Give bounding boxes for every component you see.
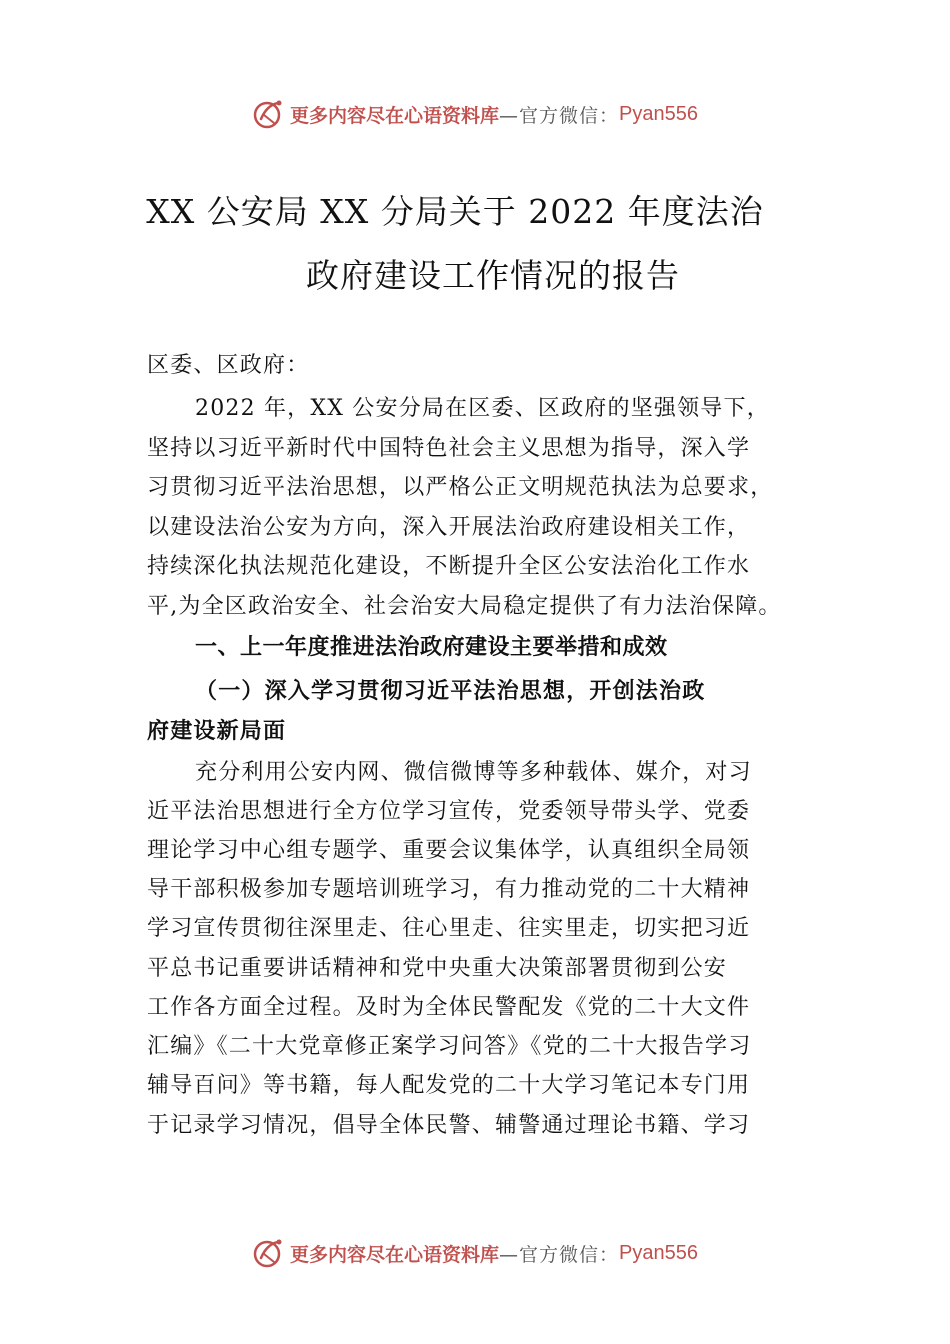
paragraph-line: 平总书记重要讲话精神和党中央重大决策部署贯彻到公安 — [147, 956, 728, 981]
document-title-line-1: XX 公安局 XX 分局关于 2022 年度法治 — [146, 192, 764, 231]
watermark-wechat-id: Pyan556 — [619, 102, 698, 125]
watermark-text: 更多内容尽在心语资料库 — [290, 1243, 500, 1266]
paragraph-line: 理论学习中心组专题学、重要会议集体学，认真组织全局领 — [147, 838, 751, 863]
watermark-text: 更多内容尽在心语资料库 — [290, 104, 500, 127]
paragraph-line: 习贯彻习近平法治思想，以严格公正文明规范执法为总要求， — [147, 475, 774, 500]
paragraph-line: 工作各方面全过程。及时为全体民警配发《党的二十大文件 — [147, 995, 751, 1020]
paragraph-line: 充分利用公安内网、微信微博等多种载体、媒介，对习 — [195, 760, 752, 785]
paragraph-line: 持续深化执法规范化建设，不断提升全区公安法治化工作水 — [147, 554, 751, 579]
paragraph-line: 近平法治思想进行全方位学习宣传，党委领导带头学、党委 — [147, 799, 751, 824]
header-watermark — [0, 94, 950, 134]
watermark-contact-label: —官方微信： — [499, 1243, 620, 1266]
paragraph-line: 导干部积极参加专题培训班学习，有力推动党的二十大精神 — [147, 877, 751, 902]
paragraph-line: 于记录学习情况，倡导全体民警、辅警通过理论书籍、学习 — [147, 1113, 751, 1138]
paragraph-line: 平,为全区政治安全、社会治安大局稳定提供了有力法治保障。 — [147, 594, 782, 619]
paragraph-line: 辅导百问》等书籍，每人配发党的二十大学习笔记本专门用 — [147, 1073, 751, 1098]
section-heading: 一、上一年度推进法治政府建设主要举措和成效 — [195, 635, 668, 660]
logo-icon — [252, 1236, 286, 1270]
watermark-wechat-id: Pyan556 — [619, 1241, 698, 1264]
document-title-line-2: 政府建设工作情况的报告 — [306, 256, 680, 295]
subsection-heading-line-1: （一）深入学习贯彻习近平法治思想，开创法治政 — [195, 678, 706, 704]
paragraph-line: 2022 年，XX 公安分局在区委、区政府的坚强领导下， — [195, 396, 770, 421]
paragraph-line: 以建设法治公安为方向，深入开展法治政府建设相关工作， — [147, 515, 751, 540]
paragraph-line: 学习宣传贯彻往深里走、往心里走、往实里走，切实把习近 — [147, 916, 751, 941]
logo-icon — [252, 97, 286, 131]
salutation: 区委、区政府： — [147, 353, 310, 378]
watermark-contact-label: —官方微信： — [499, 104, 620, 127]
paragraph-line: 坚持以习近平新时代中国特色社会主义思想为指导，深入学 — [147, 436, 751, 461]
subsection-heading-line-2: 府建设新局面 — [147, 718, 287, 744]
paragraph-line: 汇编》《二十大党章修正案学习问答》《党的二十大报告学习 — [147, 1034, 752, 1059]
footer-watermark — [0, 1233, 950, 1273]
